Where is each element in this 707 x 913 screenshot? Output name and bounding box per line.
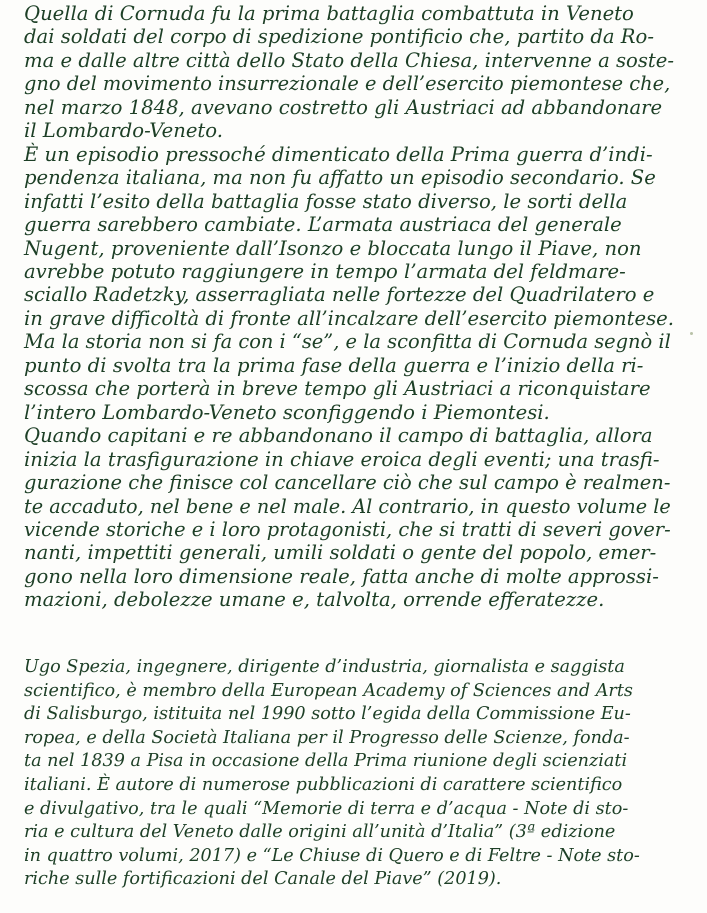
paper-speck (690, 332, 693, 335)
synopsis-line: avrebbe potuto raggiungere in tempo l’armata del feldmare- (24, 259, 626, 283)
synopsis-line: scossa che porterà in breve tempo gli Austriaci a riconquistare (24, 377, 651, 401)
author-bio-line: e divulgativo, tra le quali “Memorie di terra e d’acqua - Note di sto- (24, 798, 629, 819)
author-bio-line: riche sulle fortificazioni del Canale del Piave” (2019). (24, 869, 502, 890)
author-bio-line: in quattro volumi, 2017) e “Le Chiuse di Quero e di Feltre - Note sto- (24, 845, 640, 866)
synopsis-line: È un episodio pressoché dimenticato della Prima guerra d’indi- (24, 142, 653, 166)
synopsis-line: gno del movimento insurrezionale e dell’esercito piemontese che, (24, 72, 671, 96)
synopsis-line: dai soldati del corpo di spedizione pontificio che, partito da Ro- (24, 25, 654, 49)
author-bio-line: ta nel 1839 a Pisa in occasione della Prima riunione degli scienziati (24, 751, 628, 772)
author-bio-line: ropea, e della Società Italiana per il Progresso delle Scienze, fonda- (24, 727, 630, 748)
author-bio-line: scientifico, è membro della European Academy of Sciences and Arts (24, 680, 633, 701)
synopsis-line: pendenza italiana, ma non fu affatto un episodio secondario. Se (24, 166, 656, 190)
synopsis-line: nanti, impettiti generali, umili soldati o gente del popolo, emer- (24, 541, 657, 565)
synopsis-line: nel marzo 1848, avevano costretto gli Austriaci ad abbandonare (24, 95, 663, 119)
synopsis-line: infatti l’esito della battaglia fosse stato diverso, le sorti della (24, 189, 628, 213)
synopsis-line: Ma la storia non si fa con i “se”, e la sconfitta di Cornuda segnò il (24, 330, 671, 354)
synopsis-line: sciallo Radetzky, asserragliata nelle fortezze del Quadrilatero e (24, 283, 655, 307)
synopsis-line: gono nella loro dimensione reale, fatta anche di molte approssi- (24, 564, 659, 588)
synopsis-line: punto di svolta tra la prima fase della guerra e l’inizio della ri- (24, 353, 644, 377)
synopsis-line: te accaduto, nel bene e nel male. Al contrario, in questo volume le (24, 494, 671, 518)
synopsis-line: guerra sarebbero cambiate. L’armata austriaca del generale (24, 213, 622, 237)
synopsis-line: mazioni, debolezze umane e, talvolta, orrende efferatezze. (24, 588, 605, 612)
author-bio-line: Ugo Spezia, ingegnere, dirigente d’industria, giornalista e saggista (24, 657, 625, 677)
synopsis-line: ma e dalle altre città dello Stato della Chiesa, intervenne a soste- (24, 48, 674, 72)
author-bio-line: di Salisburgo, istituita nel 1990 sotto l’egida della Commissione Eu- (24, 704, 631, 725)
synopsis-line: l’intero Lombardo-Veneto sconfiggendo i Piemontesi. (24, 400, 550, 424)
synopsis-line: inizia la trasfigurazione in chiave eroica degli eventi; una trasfi- (24, 447, 660, 471)
synopsis-line: Quando capitani e re abbandonano il campo di battaglia, allora (24, 424, 653, 448)
synopsis-line: gurazione che finisce col cancellare ciò che sul campo è realmen- (24, 471, 671, 495)
synopsis-line: vicende storiche e i loro protagonisti, che si tratti di severi gover- (24, 517, 671, 541)
author-bio-line: ria e cultura del Veneto dalle origini all’unità d’Italia” (3ª edizione (24, 822, 616, 843)
author-bio-text-block (24, 656, 674, 892)
synopsis-line: Quella di Cornuda fu la prima battaglia combattuta in Veneto (24, 2, 634, 25)
synopsis-line: in grave difficoltà di fronte all’incalzare dell’esercito piemontese. (24, 306, 674, 330)
synopsis-text-block (24, 2, 674, 612)
author-bio-line: italiani. È autore di numerose pubblicazioni di carattere scientifico (24, 774, 623, 795)
synopsis-line: Nugent, proveniente dall’Isonzo e bloccata lungo il Piave, non (24, 236, 642, 260)
synopsis-line: il Lombardo-Veneto. (24, 119, 223, 143)
